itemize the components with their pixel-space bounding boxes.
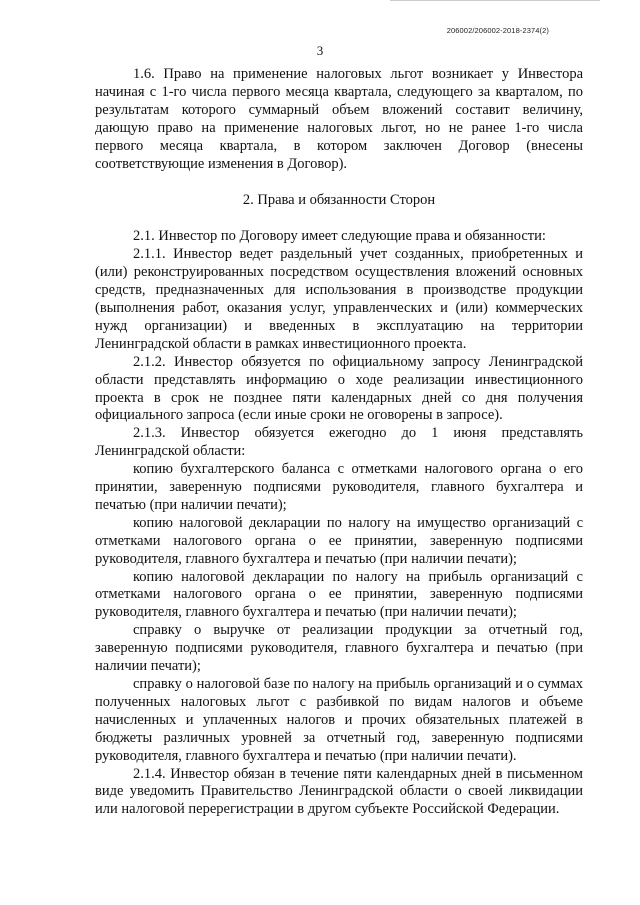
paragraph-2-1-2: 2.1.2. Инвестор обязуется по официальному запросу Ленинградской области представлять информацию о ходе реализации инвестиционного проекта в срок не позднее пяти календарных дней со дня получения официального запроса (если иные сроки не оговорены в запросе). [95,353,583,424]
paragraph-1-6: 1.6. Право на применение налоговых льгот возникает у Инвестора начиная с 1-го числа первого месяца квартала, следующего за кварталом, по результатам которого суммарный объем вложений составит величину, дающую право на применение налоговых льгот, но не ранее 1-го числа первого месяца квартала, в котором заключен Договор (внесены соответствующие изменения в Договор). [95,66,583,172]
list-item-profit-tax-declaration: копию налоговой декларации по налогу на прибыль организаций с отметками налогового органа о ее принятии, заверенную подписями руководителя, главного бухгалтера и печатью (при наличии печати); [95,568,583,621]
list-item-balance-copy: копию бухгалтерского баланса с отметками налогового органа о его принятии, заверенную подписями руководителя, главного бухгалтера и печатью (при наличии печати); [95,461,583,513]
list-item-tax-base-statement: справку о налоговой базе по налогу на прибыль организаций и о суммах полученных налоговых льгот с разбивкой по видам налогов и объеме начисленных и уплаченных налогов и прочих обязательных платежей в бюджеты различных уровней за отчетный год, заверенную подписями руководителя, главного бухгалтера и печатью (при наличии печати). [95,676,583,764]
section-2-heading: 2. Права и обязанности Сторон [242,192,436,209]
paragraph-2-1-1: 2.1.1. Инвестор ведет раздельный учет созданных, приобретенных и (или) реконструированных посредством осуществления вложений основных средств, предназначенных для использования в производстве продукции (выполнения работ, оказания услуг, управленческих и (или) коммерческих нужд организации) и введенных в эксплуатацию на территории Ленинградской области в рамках инвестиционного проекта. [95,246,583,352]
list-item-property-tax-declaration: копию налоговой декларации по налогу на имущество организаций с отметками налогового органа о ее принятии, заверенную подписями руководителя, главного бухгалтера и печатью (при наличии печати); [95,514,583,567]
page-number: 3 [316,43,324,58]
scan-edge-mark [390,0,600,5]
document-id: 206002/206002-2018-2374(2) [446,26,549,35]
paragraph-2-1: 2.1. Инвестор по Договору имеет следующие права и обязанности: [133,228,546,245]
document-body [95,66,583,819]
list-item-revenue-statement: справку о выручке от реализации продукции за отчетный год, заверенную подписями руководителя, главного бухгалтера и печатью (при наличии печати); [95,622,583,675]
paragraph-2-1-4: 2.1.4. Инвестор обязан в течение пяти календарных дней в письменном виде уведомить Правительство Ленинградской области о своей ликвидации или налоговой перерегистрации в другом субъекте Российской Федерации. [95,765,583,818]
paragraph-2-1-3: 2.1.3. Инвестор обязуется ежегодно до 1 июня представлять Ленинградской области: [95,425,583,460]
